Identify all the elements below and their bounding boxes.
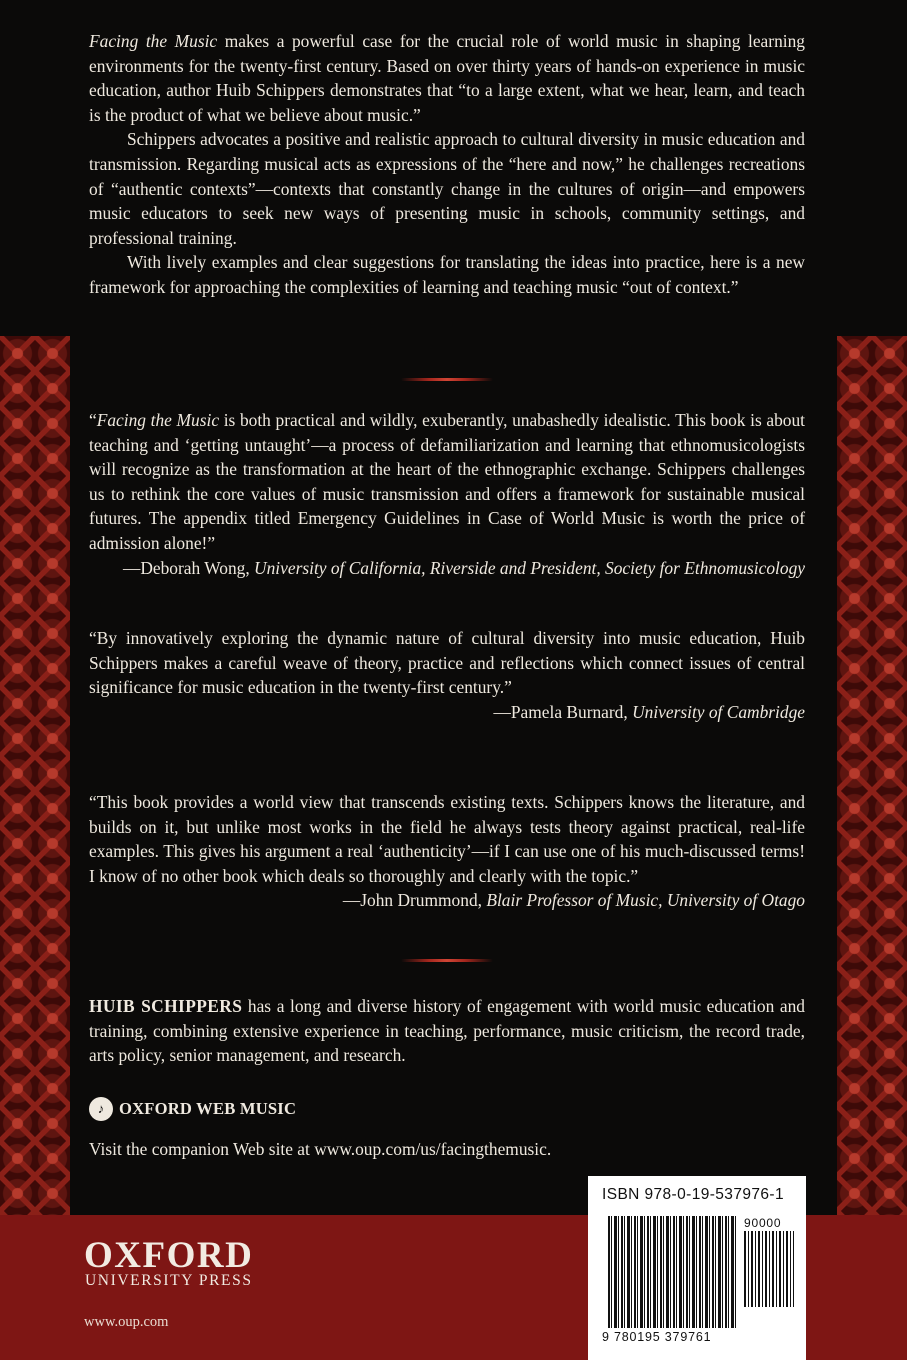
price-code: 90000 <box>744 1216 782 1230</box>
ornamental-divider <box>89 374 805 384</box>
isbn-barcode <box>588 1176 806 1360</box>
ornamental-divider <box>89 955 805 965</box>
oxford-logo: OXFORD <box>84 1235 254 1276</box>
description-paragraph-2: Schippers advocates a positive and realistic approach to cultural diversity in music education and transmission. Regarding musical acts as expressions of the “here and now,” he challenges recreations of “authentic contexts”—contexts that constantly change in the cultures of origin—and empowers music educators to seek new ways of presenting music in schools, community settings, and professional training. <box>89 129 805 248</box>
quote-attribution: —Pamela Burnard, University of Cambridge <box>493 701 805 722</box>
isbn-number: ISBN 978-0-19-537976-1 <box>602 1186 784 1203</box>
quote-attribution: —Deborah Wong, University of California, Riverside and President, Society for Ethnomusicology <box>122 557 805 578</box>
university-press-label: UNIVERSITY PRESS <box>85 1272 253 1289</box>
price-barcode-bars <box>744 1231 794 1307</box>
companion-site: Visit the companion Web site at www.oup.com/us/facingthemusic. <box>89 1139 552 1159</box>
oxford-web-music-logo: ♪ OXFORD WEB MUSIC <box>89 1097 296 1122</box>
publisher-url: www.oup.com <box>84 1314 169 1330</box>
description <box>89 29 805 300</box>
book-title: Facing the Music <box>89 31 218 51</box>
review-quote-2 <box>89 626 805 724</box>
right-ornamental-border <box>837 336 907 1216</box>
author-name: HUIB SCHIPPERS <box>89 996 243 1016</box>
ean-number: 9 780195 379761 <box>602 1330 712 1344</box>
review-quote-3 <box>89 790 805 913</box>
quote-text: “This book provides a world view that transcends existing texts. Schippers knows the literature, and builds on it, but unlike most works in the field he always tests theory against practical, real-life examples. This gives his argument a real ‘authenticity’—if I can use one of his much-discussed terms! I know of no other book which deals so thoroughly and clearly with the topic.” <box>89 792 805 886</box>
barcode-bars <box>608 1216 736 1328</box>
quote-attribution: —John Drummond, Blair Professor of Music, University of Otago <box>342 890 805 911</box>
review-quote-1 <box>89 408 805 580</box>
description-paragraph-1: Facing the Music makes a powerful case for the crucial role of world music in shaping learning environments for the twenty-first century. Based on over thirty years of hands-on experience in music education, author Huib Schippers demonstrates that “to a large extent, what we hear, learn, and teach is the product of what we believe about music.” <box>89 31 805 125</box>
quote-text: “By innovatively exploring the dynamic nature of cultural diversity into music education, Huib Schippers makes a careful weave of theory, practice and reflections which connect issues of central significance for music education in the twenty-first century.” <box>89 628 805 698</box>
description-paragraph-3: With lively examples and clear suggestions for translating the ideas into practice, here is a new framework for approaching the complexities of learning and teaching music “out of context.” <box>89 252 805 297</box>
left-ornamental-border <box>0 336 70 1216</box>
quote-text: “Facing the Music is both practical and wildly, exuberantly, unabashedly idealistic. This book is about teaching and ‘getting untaught’—a process of defamiliarization and learning that ethnomusicologists will recognize as the transformation at the heart of the ethnographic exchange. Schippers challenges us to rethink the core values of music transmission and offers a framework for sustainable musical futures. The appendix titled Emergency Guidelines in Case of World Music is worth the price of admission alone!” <box>89 410 805 553</box>
music-note-icon: ♪ <box>89 1097 113 1121</box>
author-bio: HUIB SCHIPPERS has a long and diverse history of engagement with world music education and training, combining extensive experience in teaching, performance, music criticism, the record trade, arts policy, senior management, and research. <box>89 996 805 1066</box>
